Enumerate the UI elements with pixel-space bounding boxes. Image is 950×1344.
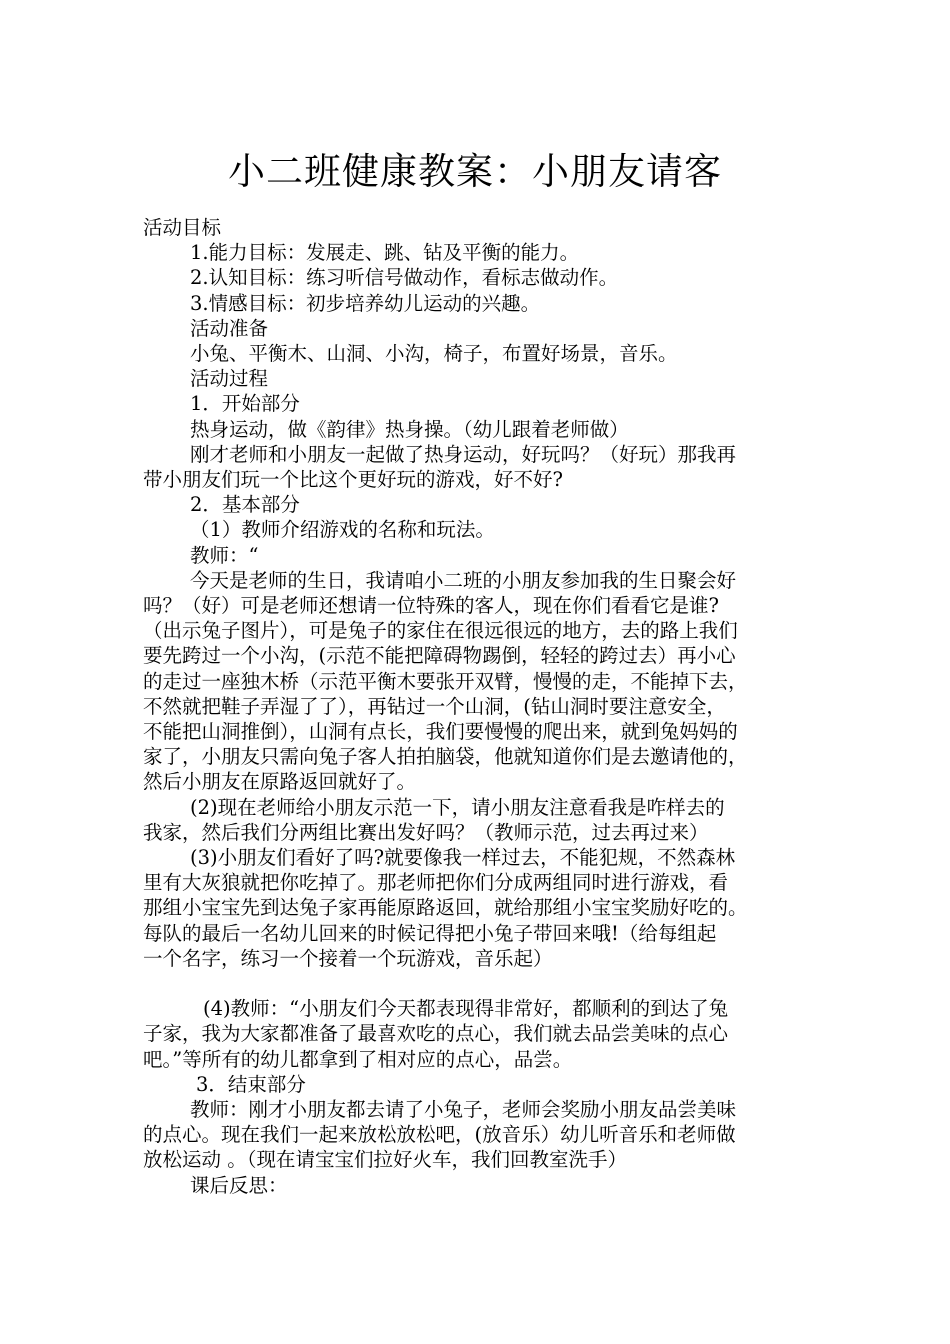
paragraph-line: (3)小朋友们看好了吗?就要像我一样过去，不能犯规，不然森林: [190, 846, 736, 870]
paragraph-line: （1）教师介绍游戏的名称和玩法。: [190, 518, 495, 542]
part-heading-basic: 2．基本部分: [190, 493, 300, 517]
paragraph-line: 的走过一座独木桥（示范平衡木要张开双臂，慢慢的走，不能掉下去，: [143, 669, 748, 693]
paragraph-line: （出示兔子图片），可是兔子的家住在很远很远的地方，去的路上我们: [143, 619, 738, 643]
section-heading-preparation: 活动准备: [190, 316, 269, 340]
paragraph-line: 放松运动 。（现在请宝宝们拉好火车，我们回教室洗手）: [143, 1148, 627, 1172]
section-heading-goals: 活动目标: [143, 216, 222, 239]
section-heading-reflection: 课后反思：: [190, 1173, 288, 1197]
part-heading-end: 3．结束部分: [196, 1072, 306, 1096]
paragraph-line: 教师：“: [190, 543, 259, 567]
goal-cognitive: 2.认知目标：练习听信号做动作，看标志做动作。: [190, 266, 619, 290]
paragraph-line: 刚才老师和小朋友一起做了热身运动，好玩吗？（好玩）那我再: [190, 442, 737, 466]
paragraph-line: 今天是老师的生日，我请咱小二班的小朋友参加我的生日聚会好: [190, 568, 737, 592]
paragraph-line: 每队的最后一名幼儿回来的时候记得把小兔子带回来哦!（给每组起: [143, 921, 717, 945]
paragraph-line: 不能把山洞推倒），山洞有点长，我们要慢慢的爬出来，就到兔妈妈的: [143, 720, 738, 744]
paragraph-line: 那组小宝宝先到达兔子家再能原路返回，就给那组小宝宝奖励好吃的。: [143, 896, 748, 920]
document-body: [143, 215, 819, 1198]
paragraph-line: 家了，小朋友只需向兔子客人拍拍脑袋，他就知道你们是去邀请他的，: [143, 745, 748, 769]
blank-line: [143, 971, 819, 996]
paragraph-line: 吧。”等所有的幼儿都拿到了相对应的点心，品尝。: [143, 1047, 573, 1071]
preparation-materials: 小兔、平衡木、山洞、小沟，椅子，布置好场景，音乐。: [190, 342, 678, 366]
paragraph-line: (2)现在老师给小朋友示范一下，请小朋友注意看我是咋样去的: [190, 795, 725, 819]
goal-emotional: 3.情感目标：初步培养幼儿运动的兴趣。: [190, 291, 541, 315]
paragraph-line: 的点心。现在我们一起来放松放松吧，(放音乐）幼儿听音乐和老师做: [143, 1123, 736, 1147]
part-heading-start: 1．开始部分: [190, 392, 300, 416]
goal-ability: 1.能力目标：发展走、跳、钻及平衡的能力。: [190, 241, 580, 265]
paragraph-line: 不然就把鞋子弄湿了了），再钻过一个山洞，(钻山洞时要注意安全，: [143, 694, 726, 718]
paragraph-line: 然后小朋友在原路返回就好了。: [143, 770, 417, 794]
paragraph-line: 里有大灰狼就把你吃掉了。那老师把你们分成两组同时进行游戏，看: [143, 871, 729, 895]
paragraph-line: 子家，我为大家都准备了最喜欢吃的点心，我们就去品尝美味的点心: [143, 1022, 729, 1046]
paragraph-line: (4)教师：“小朋友们今天都表现得非常好，都顺利的到达了兔: [203, 997, 729, 1021]
paragraph-line: 要先跨过一个小沟，(示范不能把障碍物踢倒，轻轻的跨过去）再小心: [143, 644, 736, 668]
paragraph-line: 一个名字，练习一个接着一个玩游戏，音乐起）: [143, 946, 553, 970]
paragraph-line: 我家，然后我们分两组比赛出发好吗？（教师示范，过去再过来）: [143, 820, 709, 844]
paragraph-line: 教师：刚才小朋友都去请了小兔子，老师会奖励小朋友品尝美味: [190, 1097, 737, 1121]
section-heading-process: 活动过程: [190, 367, 269, 391]
paragraph-line: 热身运动，做《韵律》热身操。（幼儿跟着老师做）: [190, 417, 629, 441]
paragraph-line: 带小朋友们玩一个比这个更好玩的游戏，好不好?: [143, 468, 563, 492]
paragraph-line: 吗？（好）可是老师还想请一位特殊的客人，现在你们看看它是谁?: [143, 594, 719, 618]
document-title: 小二班健康教案：小朋友请客: [228, 150, 722, 193]
